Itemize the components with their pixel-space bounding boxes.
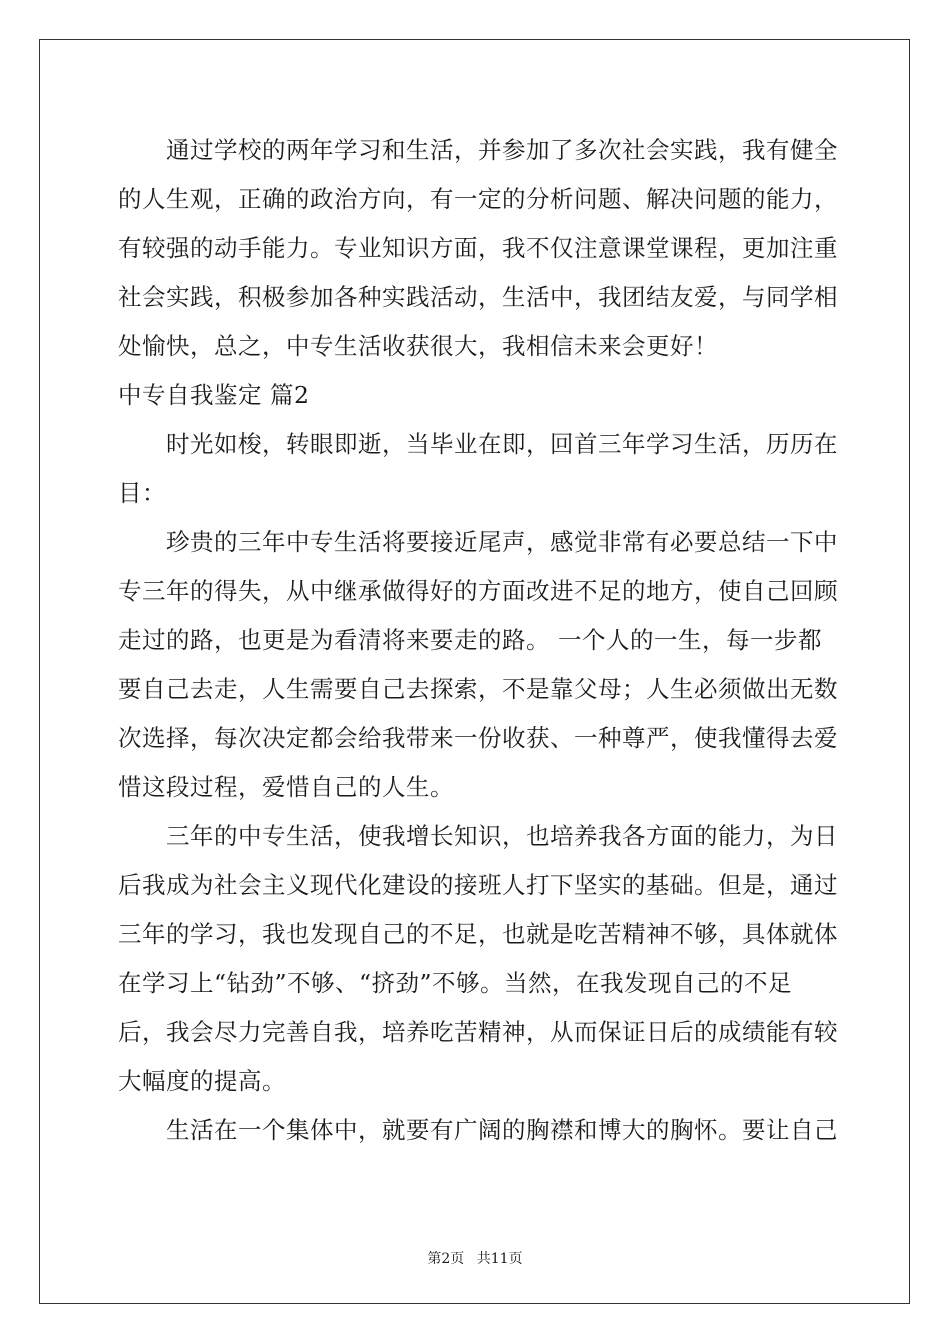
- page-footer: [0, 1248, 950, 1268]
- text-line: 处愉快，总之，中专生活收获很大，我相信未来会更好！: [118, 332, 718, 360]
- text-line: 的人生观，正确的政治方向，有一定的分析问题、解决问题的能力，: [118, 185, 838, 213]
- text-line: 惜这段过程，爱惜自己的人生。: [118, 773, 454, 801]
- text-line: 时光如梭，转眼即逝，当毕业在即，回首三年学习生活，历历在: [118, 430, 838, 458]
- text-line: 要自己去走，人生需要自己去探索，不是靠父母；人生必须做出无数: [118, 675, 838, 703]
- text-line: 通过学校的两年学习和生活，并参加了多次社会实践，我有健全: [118, 136, 838, 164]
- section-heading: 中专自我鉴定 篇2: [118, 381, 310, 409]
- text-line: 社会实践，积极参加各种实践活动，生活中，我团结友爱，与同学相: [118, 283, 838, 311]
- text-line: 有较强的动手能力。专业知识方面，我不仅注意课堂课程，更加注重: [118, 234, 838, 262]
- text-line: 三年的中专生活，使我增长知识，也培养我各方面的能力，为日: [118, 822, 838, 850]
- document-body: [118, 126, 838, 1155]
- text-line: 走过的路，也更是为看清将来要走的路。 一个人的一生，每一步都: [118, 626, 822, 654]
- text-line: 在学习上“钻劲”不够、“挤劲”不够。当然，在我发现自己的不足: [118, 969, 793, 997]
- text-line: 目：: [118, 479, 166, 507]
- page-total: 共11页: [476, 1251, 523, 1267]
- text-line: 珍贵的三年中专生活将要接近尾声，感觉非常有必要总结一下中: [118, 528, 838, 556]
- text-line: 生活在一个集体中，就要有广阔的胸襟和博大的胸怀。要让自己: [118, 1116, 838, 1144]
- text-line: 大幅度的提高。: [118, 1067, 286, 1095]
- text-line: 后，我会尽力完善自我，培养吃苦精神，从而保证日后的成绩能有较: [118, 1018, 838, 1046]
- text-line: 次选择，每次决定都会给我带来一份收获、一种尊严，使我懂得去爱: [118, 724, 838, 752]
- text-line: 专三年的得失，从中继承做得好的方面改进不足的地方，使自己回顾: [118, 577, 838, 605]
- page-number: 第2页: [427, 1251, 465, 1267]
- text-line: 后我成为社会主义现代化建设的接班人打下坚实的基础。但是，通过: [118, 871, 838, 899]
- text-line: 三年的学习，我也发现自己的不足，也就是吃苦精神不够，具体就体: [118, 920, 838, 948]
